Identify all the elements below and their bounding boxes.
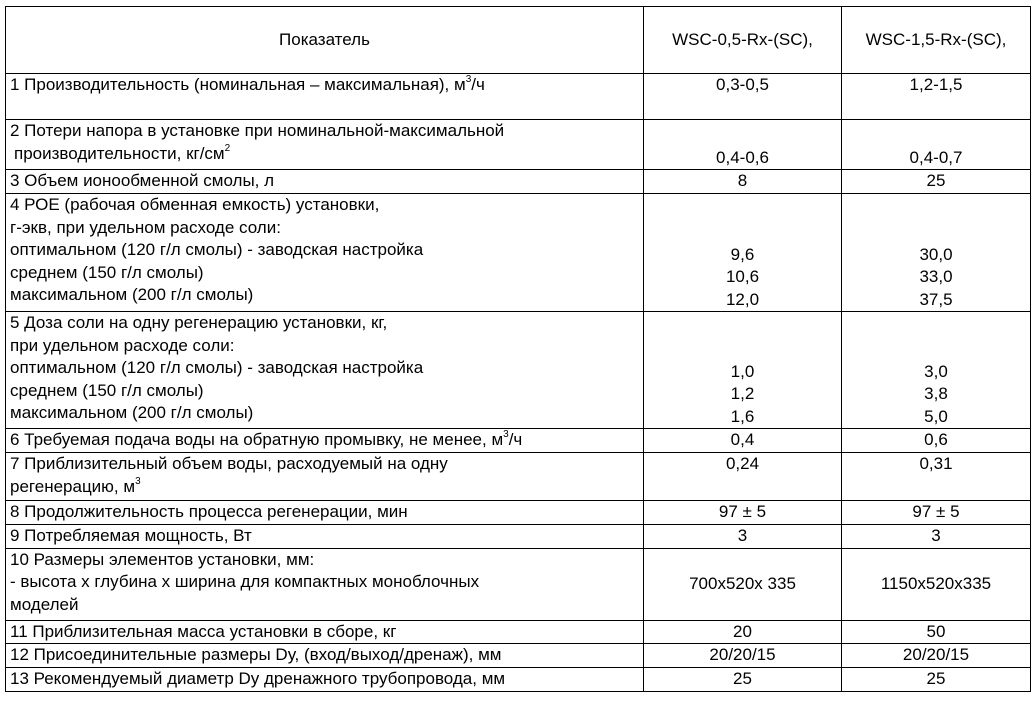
header-row bbox=[6, 7, 1031, 74]
row-13-value-1: 25 bbox=[644, 668, 842, 692]
row-13-value-2: 25 bbox=[842, 668, 1031, 692]
row-2-param: 2 Потери напора в установке при номинальной-максимальной производительности, $кг/см^2$ bbox=[6, 120, 644, 170]
table-row bbox=[6, 74, 1031, 120]
row-11-param: 11 Приблизительная масса установки в сборе, кг bbox=[6, 620, 644, 644]
row-7-value-1: 0,24 bbox=[644, 453, 842, 501]
row-7-param: 7 Приблизительный объем воды, расходуемый на одну регенерацию, $м^3$ bbox=[6, 453, 644, 501]
table-row bbox=[6, 312, 1031, 429]
row-6-value-2: 0,6 bbox=[842, 429, 1031, 453]
row-5-values-1: 1,0 1,2 1,6 bbox=[644, 312, 842, 429]
header-model-1: WSC-0,5-Rx-(SC), bbox=[644, 7, 842, 74]
row-12-value-1: 20/20/15 bbox=[644, 644, 842, 668]
row-7-value-2: 0,31 bbox=[842, 453, 1031, 501]
table-row bbox=[6, 194, 1031, 312]
table-row bbox=[6, 429, 1031, 453]
row-4-param: 4 РОЕ (рабочая обменная емкость) установки, г-экв, при удельном расходе соли: оптимальном (120 г/л смолы) - заводская настройка среднем (150 г/л смолы) максимальном (200 г/л смолы) bbox=[6, 194, 644, 312]
row-4-values-1: 9,6 10,6 12,0 bbox=[644, 194, 842, 312]
row-11-value-1: 20 bbox=[644, 620, 842, 644]
header-model-2: WSC-1,5-Rx-(SC), bbox=[842, 7, 1031, 74]
specification-table bbox=[5, 6, 1031, 692]
table-row bbox=[6, 668, 1031, 692]
row-10-value-1: 700х520х 335 bbox=[644, 548, 842, 620]
row-5-param: 5 Доза соли на одну регенерацию установки, кг, при удельном расходе соли: оптимальном (120 г/л смолы) - заводская настройка среднем (150 г/л смолы) максимальном (200 г/л смолы) bbox=[6, 312, 644, 429]
row-1-value-2: 1,2-1,5 bbox=[842, 74, 1031, 120]
row-6-value-1: 0,4 bbox=[644, 429, 842, 453]
row-9-param: 9 Потребляемая мощность, Вт bbox=[6, 525, 644, 549]
row-1-param: 1 Производительность (номинальная – максимальная), $м^3/ч$ bbox=[6, 74, 644, 120]
row-10-value-2: 1150х520х335 bbox=[842, 548, 1031, 620]
row-8-param: 8 Продолжительность процесса регенерации, мин bbox=[6, 501, 644, 525]
row-1-value-1: 0,3-0,5 bbox=[644, 74, 842, 120]
table-row bbox=[6, 120, 1031, 170]
row-12-value-2: 20/20/15 bbox=[842, 644, 1031, 668]
row-10-param: 10 Размеры элементов установки, мм: - высота х глубина х ширина для компактных моноблочных моделей bbox=[6, 548, 644, 620]
row-3-value-1: 8 bbox=[644, 170, 842, 194]
row-2-value-2: 0,4-0,7 bbox=[842, 120, 1031, 170]
header-param: Показатель bbox=[6, 7, 644, 74]
row-3-value-2: 25 bbox=[842, 170, 1031, 194]
row-2-value-1: 0,4-0,6 bbox=[644, 120, 842, 170]
table-row bbox=[6, 620, 1031, 644]
row-8-value-2: 97 ± 5 bbox=[842, 501, 1031, 525]
row-9-value-1: 3 bbox=[644, 525, 842, 549]
table-row bbox=[6, 548, 1031, 620]
row-5-values-2: 3,0 3,8 5,0 bbox=[842, 312, 1031, 429]
table-row bbox=[6, 170, 1031, 194]
row-13-param: 13 Рекомендуемый диаметр Dу дренажного трубопровода, мм bbox=[6, 668, 644, 692]
row-9-value-2: 3 bbox=[842, 525, 1031, 549]
row-12-param: 12 Присоединительные размеры Dу, (вход/выход/дренаж), мм bbox=[6, 644, 644, 668]
row-8-value-1: 97 ± 5 bbox=[644, 501, 842, 525]
table-row bbox=[6, 501, 1031, 525]
table-row bbox=[6, 525, 1031, 549]
table-row bbox=[6, 453, 1031, 501]
row-3-param: 3 Объем ионообменной смолы, л bbox=[6, 170, 644, 194]
table-row bbox=[6, 644, 1031, 668]
row-4-values-2: 30,0 33,0 37,5 bbox=[842, 194, 1031, 312]
row-6-param: 6 Требуемая подача воды на обратную промывку, не менее, $м^3/ч$ bbox=[6, 429, 644, 453]
row-11-value-2: 50 bbox=[842, 620, 1031, 644]
